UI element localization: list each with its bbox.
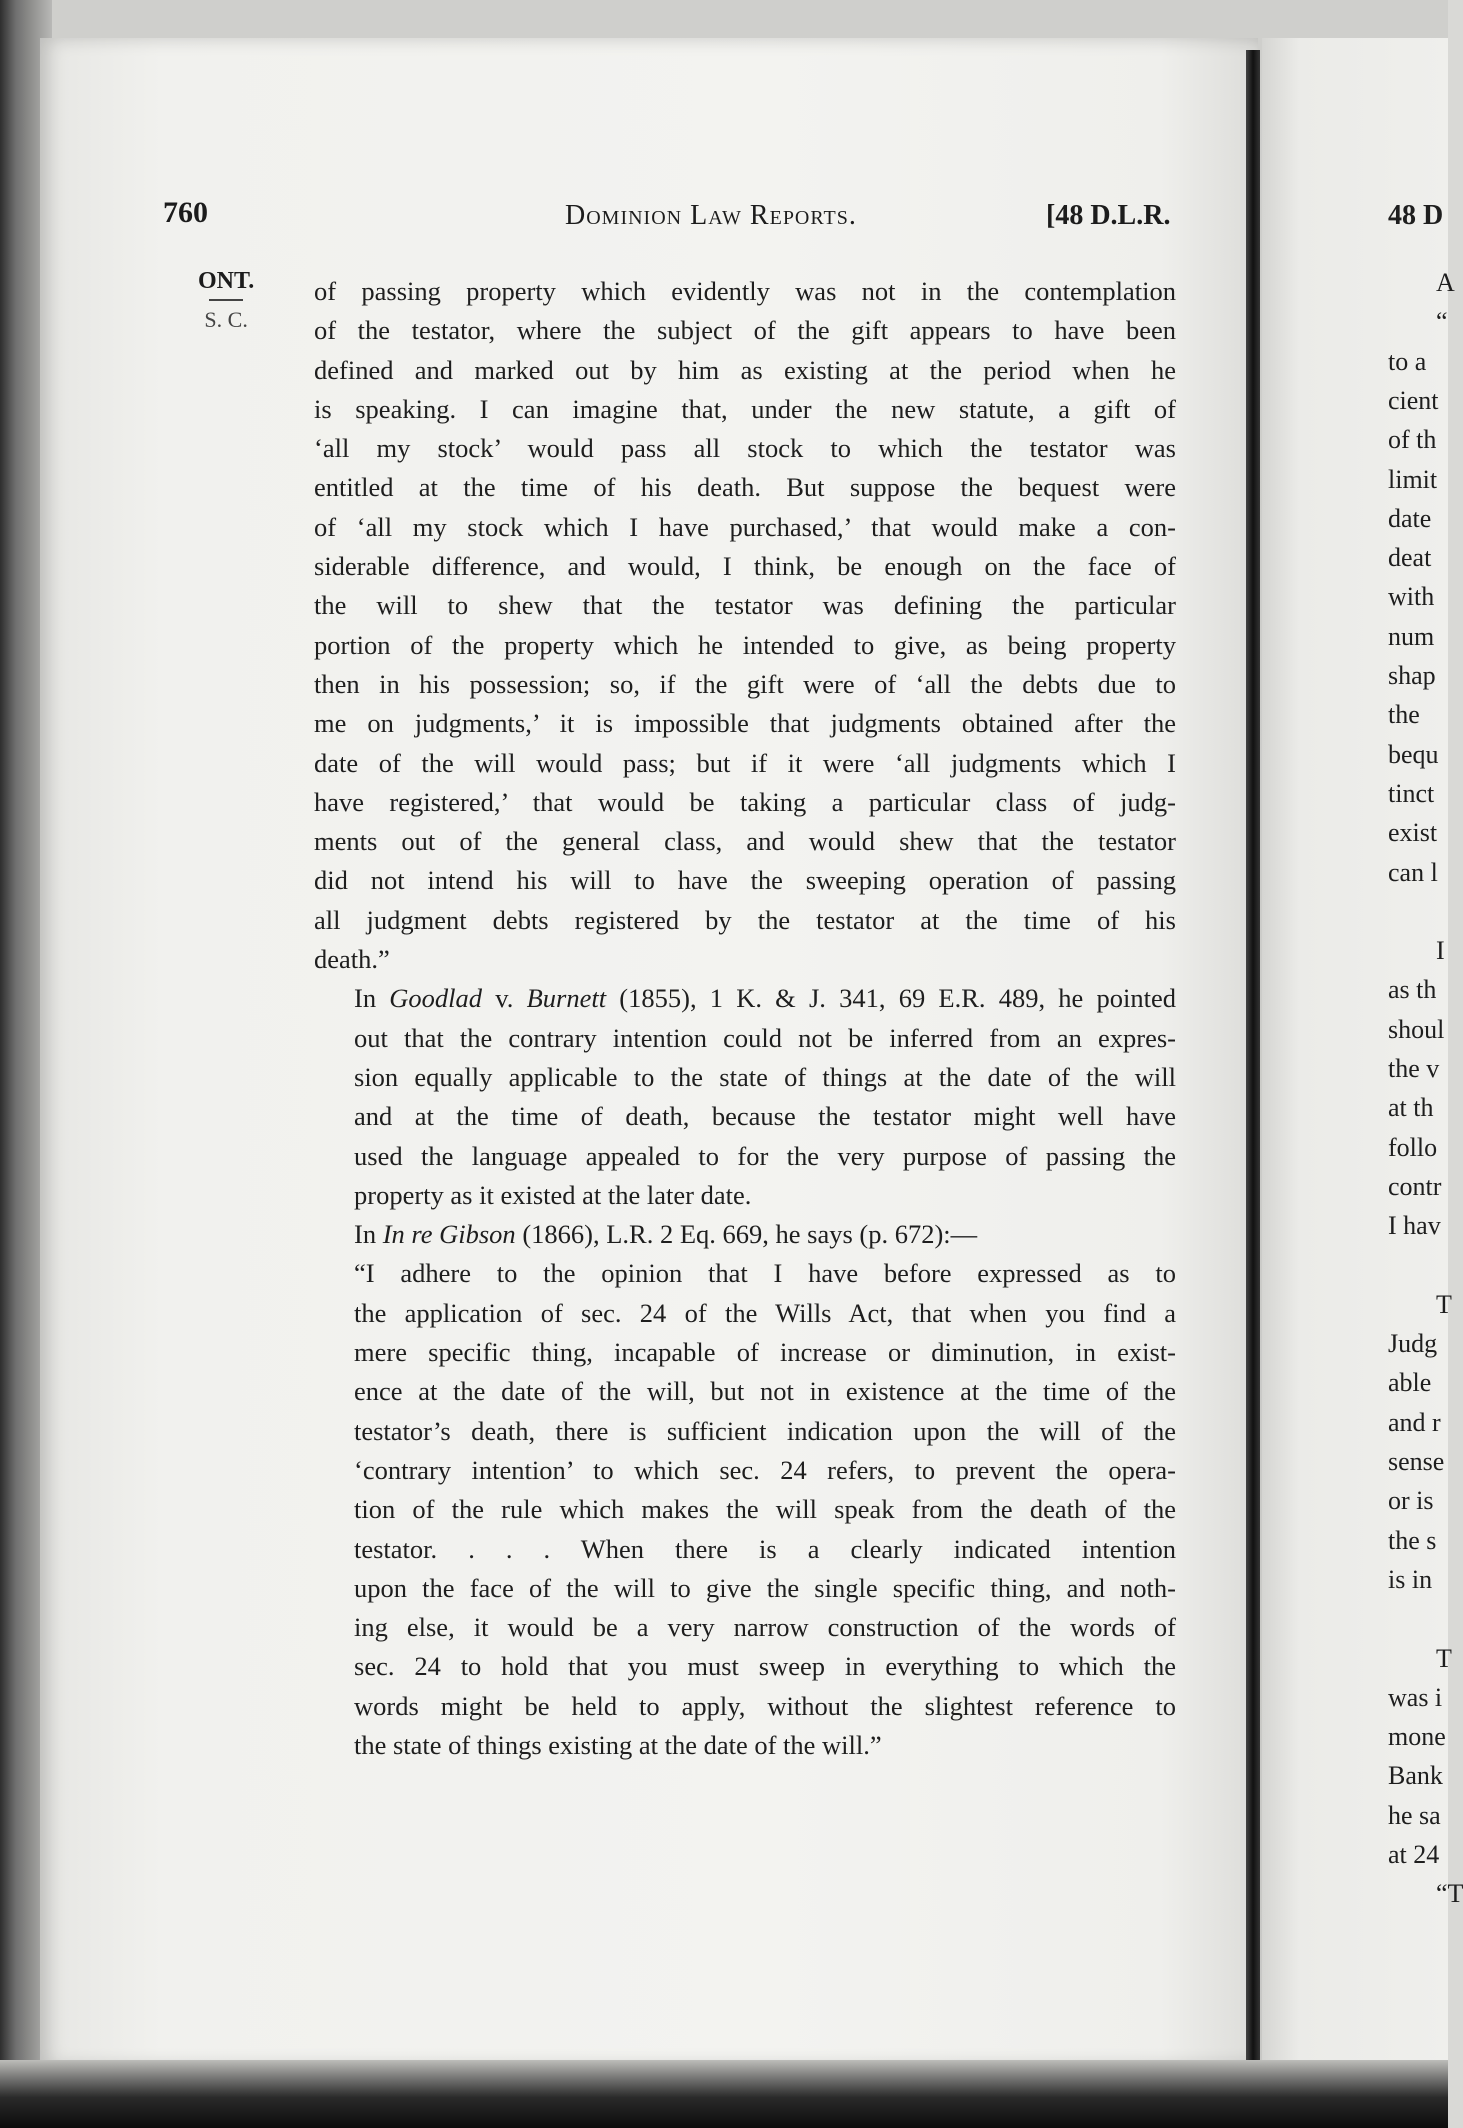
text-line: the state of things existing at the date of the will.” [354,1729,882,1760]
right-page-line: I [1436,936,1445,966]
right-page-line: with [1388,582,1435,612]
text-line: then in his possession; so, if the gift were of ‘all the debts due to [314,668,1176,699]
right-page-line: or is [1388,1486,1434,1516]
right-page-line: exist [1388,818,1438,848]
right-page-line: at th [1388,1093,1434,1123]
text-line: upon the face of the will to give the single specific thing, and noth- [354,1572,1176,1603]
text-line: defined and marked out by him as existing at the period when he [314,354,1176,385]
right-page-line: to a [1388,346,1427,376]
text-line: words might be held to apply, without the slightest reference to [354,1690,1176,1721]
page-number: 760 [163,196,208,229]
paragraph-gibson-intro [314,1215,1176,1254]
right-page-line: deat [1388,543,1432,573]
right-page-line: cient [1388,385,1439,415]
right-page-line: as th [1388,975,1437,1005]
right-page-line: the v [1388,1054,1440,1083]
text-line: testator’s death, there is sufficient indication upon the will of the [354,1415,1176,1446]
text-line: portion of the property which he intended to give, as being property [314,629,1176,660]
right-page-line: num [1388,621,1435,651]
text-line [314,979,1176,1018]
text-line: tion of the rule which makes the will speak from the death of the [354,1494,1176,1525]
right-page-line: he sa [1388,1800,1441,1830]
case-name: In re Gibson [382,1219,516,1250]
right-page-line: follo [1388,1132,1438,1162]
text-span: (1866), L.R. 2 Eq. 669, he says (p. 672):— [515,1219,978,1250]
text-line: ing else, it would be a very narrow construction of the words of [354,1612,1176,1643]
text-line: date of the will would pass; but if it were ‘all judgments which I [314,747,1176,778]
right-page-line: limit [1388,464,1438,494]
text-line: ‘contrary intention’ to which sec. 24 refers, to prevent the opera- [354,1454,1176,1485]
text-line: have registered,’ that would be taking a particular class of judg- [314,786,1176,817]
right-page-line: at 24 [1388,1840,1440,1869]
right-page-line: date [1388,503,1432,533]
text-line: me on judgments,’ it is impossible that judgments obtained after the [314,708,1176,739]
paragraph-quote-continuation [314,272,1176,979]
text-line: of the testator, where the subject of the gift appears to have been [314,315,1176,346]
text-line: of ‘all my stock which I have purchased,’ that would make a con- [314,511,1176,542]
text-line: “I adhere to the opinion that I have before expressed as to [354,1258,1176,1289]
text-line: out that the contrary intention could not be inferred from an expres- [354,1022,1176,1053]
right-page-line: able [1388,1368,1432,1398]
text-line: the application of sec. 24 of the Wills Act, that when you find a [354,1297,1176,1328]
volume-reference: [48 D.L.R. [1046,200,1171,231]
text-line: ence at the date of the will, but not in existence at the time of the [354,1376,1176,1407]
right-page-line: is in [1388,1564,1433,1594]
right-page-line: tinct [1388,778,1435,808]
text-line: sec. 24 to hold that you must sweep in everything to which the [354,1651,1176,1682]
body-text [314,272,1176,1765]
right-page-line: I hav [1388,1211,1441,1241]
right-page-line: contr [1388,1171,1442,1201]
text-line: sion equally applicable to the state of things at the date of the will [354,1061,1176,1092]
text-line: of passing property which evidently was not in the contemplation [314,276,1176,306]
right-page-line: T [1436,1289,1452,1319]
case-name: Goodlad [389,983,483,1014]
right-page-line: A [1436,268,1455,297]
text-line: the will to shew that the testator was defining the particular [314,590,1176,621]
text-line: did not intend his will to have the sweeping operation of passing [314,865,1176,896]
bottom-book-edge [0,2060,1448,2128]
right-page-line: bequ [1388,739,1439,769]
right-page-line: the s [1388,1525,1437,1555]
right-page-line: shoul [1388,1014,1445,1044]
paragraph-gibson-quote [314,1254,1176,1765]
jurisdiction-label: ONT. [198,268,255,294]
text-line: ‘all my stock’ would pass all stock to which the testator was [314,433,1176,464]
text-line: all judgment debts registered by the testator at the time of his [314,904,1176,935]
text-line: is speaking. I can imagine that, under the new statute, a gift of [314,393,1176,424]
right-page-line: can l [1388,857,1438,887]
text-line: testator. . . . When there is a clearly indicated intention [354,1533,1176,1564]
text-span: In [354,983,390,1014]
text-span: In [354,1219,383,1250]
right-page-line: mone [1388,1722,1446,1752]
text-line: used the language appealed to for the very purpose of passing the [354,1140,1176,1171]
text-span: v. [482,983,527,1014]
running-title: Dominion Law Reports. [565,200,857,231]
right-page-line: of th [1388,425,1437,455]
text-line: siderable difference, and would, I think, be enough on the face of [314,551,1176,582]
right-page-line: Judg [1388,1329,1438,1359]
text-line: entitled at the time of his death. But suppose the bequest were [314,472,1176,503]
text-line: and at the time of death, because the testator might well have [354,1101,1176,1132]
court-label: S. C. [204,307,248,332]
text-line: mere specific thing, incapable of increase or diminution, in exist- [354,1337,1176,1368]
right-page-line: shap [1388,661,1436,690]
text-span: (1855), 1 K. & J. 341, 69 E.R. 489, he pointed [606,983,1177,1014]
margin-court-note [198,268,254,333]
right-page-line: and r [1388,1407,1441,1437]
right-page-line: Bank [1388,1761,1443,1791]
text-line: property as it existed at the later date. [354,1179,752,1210]
right-page-line: “T [1436,1879,1463,1909]
book-gutter [1246,50,1260,2078]
right-page-header: 48 D [1388,200,1444,231]
right-page-line: sense [1388,1447,1445,1476]
right-page-line: T [1436,1643,1452,1673]
text-line [314,1215,1176,1254]
text-line: ments out of the general class, and would shew that the testator [314,826,1176,857]
right-page-line: “ [1436,307,1448,337]
case-name: Burnett [526,983,607,1014]
right-page-line: was i [1388,1682,1443,1712]
right-page-line: the [1388,700,1420,730]
paragraph-goodlad [314,979,1176,1215]
text-line: death.” [314,944,390,975]
margin-rule [209,299,243,301]
